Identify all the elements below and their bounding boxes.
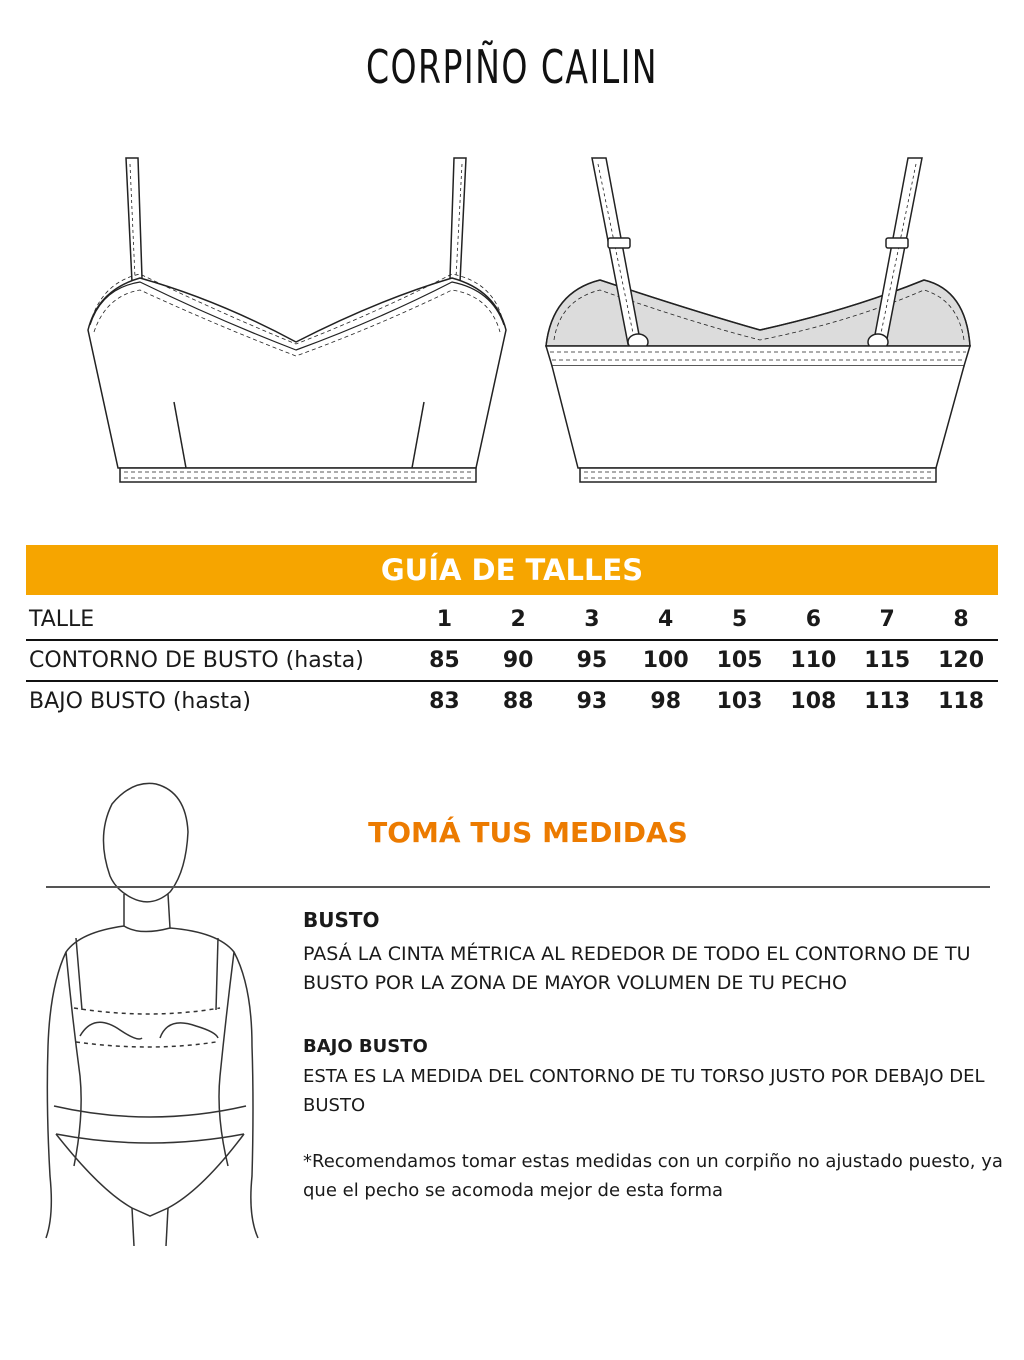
table-cell: 108	[790, 689, 837, 714]
table-cell: 120	[924, 640, 998, 681]
body-measurement-figure	[20, 776, 280, 1250]
size-table	[26, 600, 998, 721]
measures-heading: TOMÁ TUS MEDIDAS	[368, 816, 688, 849]
table-cell: 118	[938, 689, 985, 714]
table-row	[26, 600, 998, 640]
recommendation-note: *Recomendamos tomar estas medidas con un corpiño no ajustado puesto, ya que el pecho se acomoda mejor de esta forma	[303, 1151, 1003, 1201]
table-cell: 85	[408, 640, 482, 681]
table-cell: 115	[850, 640, 924, 681]
table-cell: 100	[629, 640, 703, 681]
table-cell: 113	[864, 689, 911, 714]
table-cell: 103	[716, 689, 763, 714]
table-cell: 93	[576, 689, 608, 714]
table-cell: 110	[776, 640, 850, 681]
bra-front-illustration	[78, 150, 514, 490]
table-cell: 95	[555, 640, 629, 681]
table-cell: 1	[408, 600, 482, 640]
table-cell: 98	[650, 689, 682, 714]
table-cell: 7	[850, 600, 924, 640]
divider	[46, 886, 990, 888]
bajo-busto-title: BAJO BUSTO	[303, 1036, 428, 1057]
table-cell: 5	[703, 600, 777, 640]
table-cell: 8	[924, 600, 998, 640]
row-label: TALLE	[26, 600, 408, 640]
table-row	[26, 640, 998, 681]
table-cell: 6	[776, 600, 850, 640]
table-cell: 3	[555, 600, 629, 640]
table-cell: 4	[629, 600, 703, 640]
table-row	[26, 681, 998, 721]
page-title: CORPIÑO CAILIN	[365, 40, 659, 94]
busto-title: BUSTO	[303, 908, 380, 932]
row-label: BAJO BUSTO (hasta)	[29, 689, 252, 714]
table-cell: 83	[429, 689, 460, 714]
size-guide-heading: GUÍA DE TALLES	[26, 545, 998, 595]
bra-back-illustration	[540, 150, 976, 490]
table-cell: 88	[502, 689, 534, 714]
table-cell: 105	[703, 640, 777, 681]
bajo-busto-text: ESTA ES LA MEDIDA DEL CONTORNO DE TU TORSO JUSTO POR DEBAJO DEL BUSTO	[303, 1066, 985, 1116]
row-label: CONTORNO DE BUSTO (hasta)	[26, 640, 408, 681]
table-cell: 2	[481, 600, 555, 640]
table-cell: 90	[481, 640, 555, 681]
busto-text: PASÁ LA CINTA MÉTRICA AL REDEDOR DE TODO EL CONTORNO DE TU BUSTO POR LA ZONA DE MAYOR VOLUMEN DE TU PECHO	[303, 943, 971, 994]
